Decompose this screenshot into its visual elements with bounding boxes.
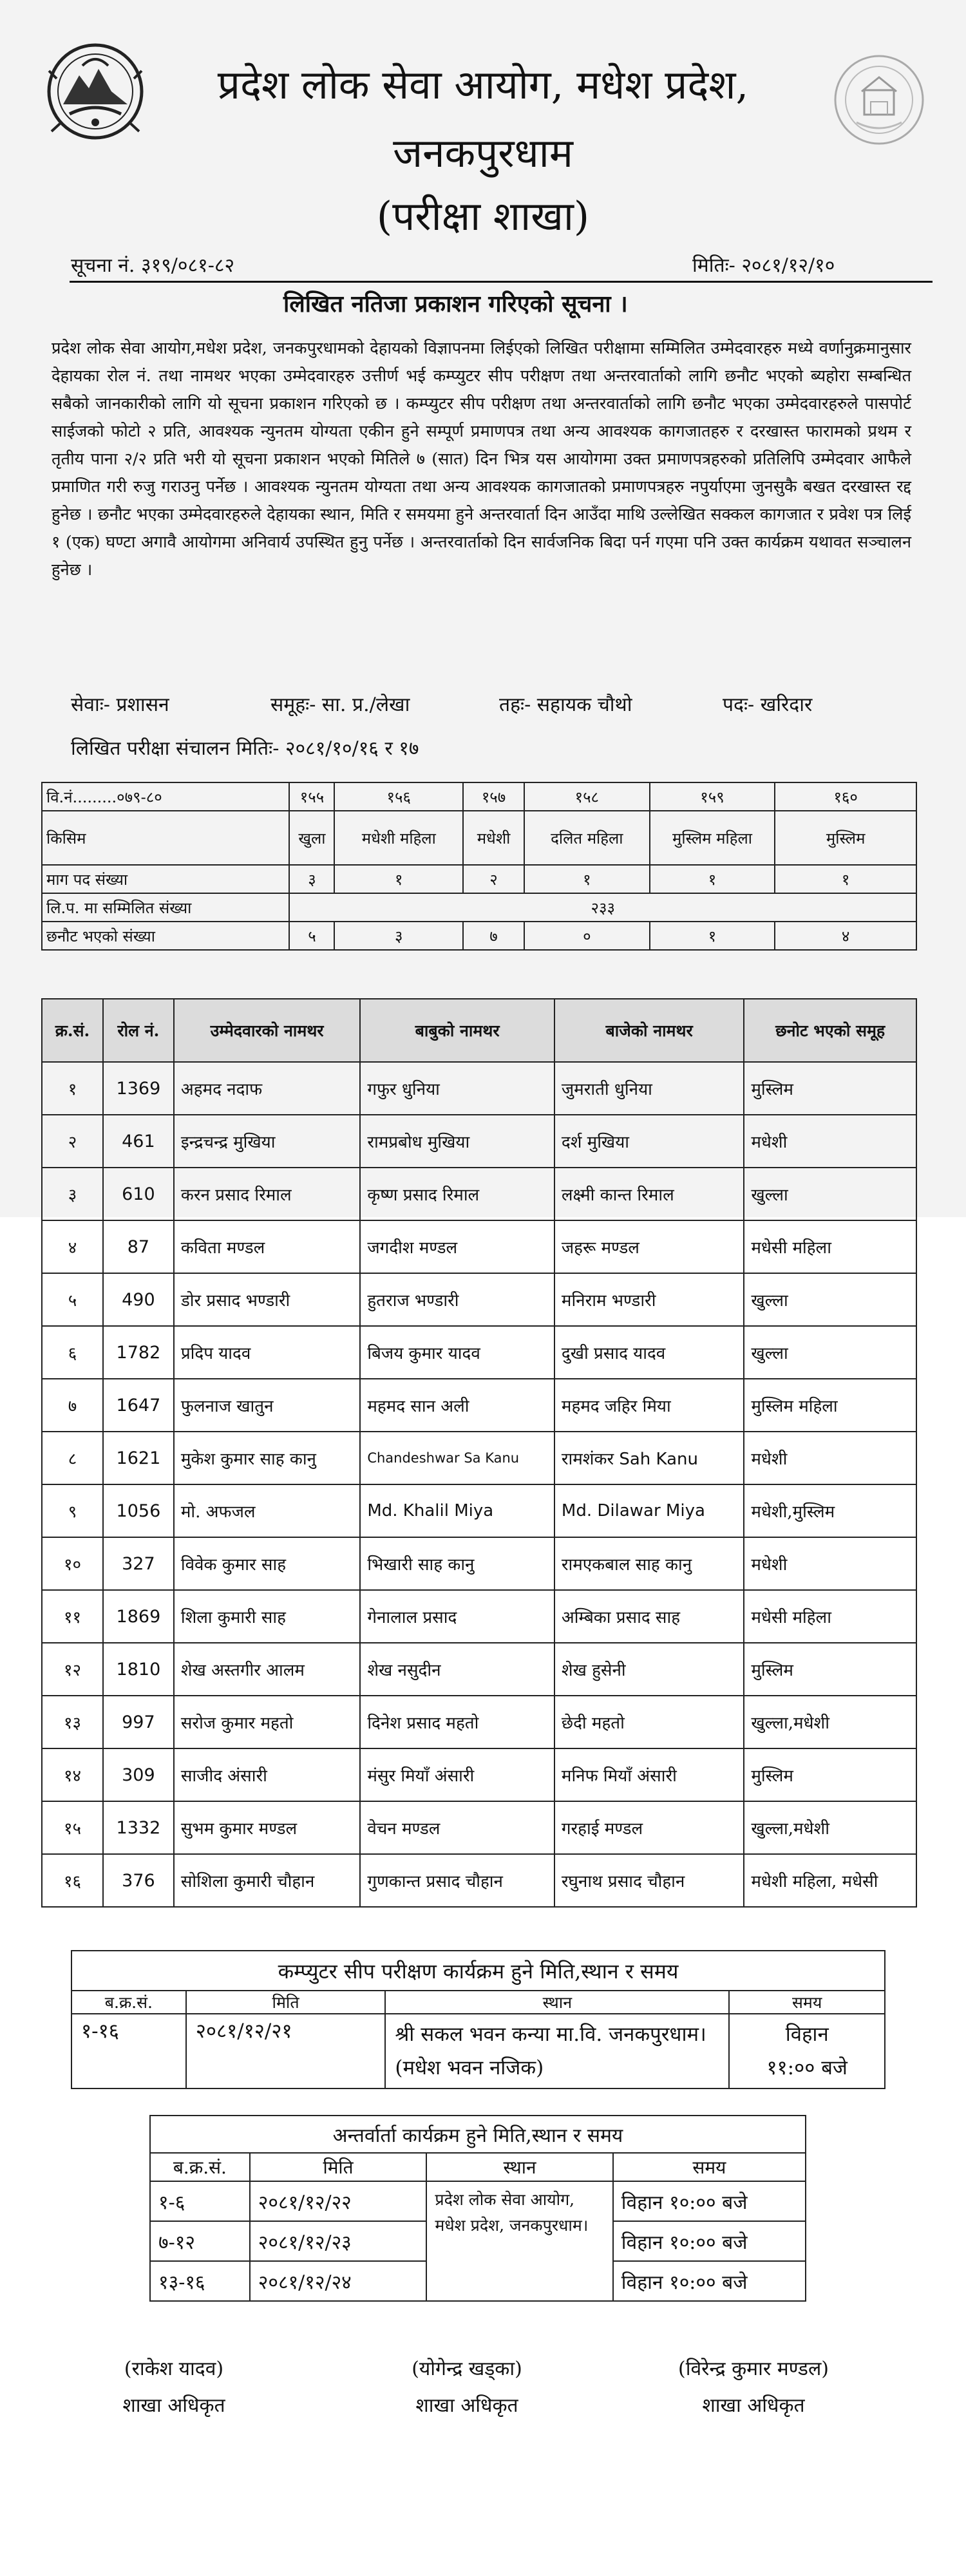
candidate-grandfather: शेख हुसेनी	[554, 1643, 744, 1696]
seat-code: १६०	[775, 782, 916, 811]
candidate-group: मधेशी,मुस्लिम	[744, 1484, 916, 1537]
candidate-father: हुतराज भण्डारी	[360, 1273, 554, 1326]
candidate-group: मधेशी	[744, 1432, 916, 1484]
candidate-group: मुस्लिम	[744, 1062, 916, 1115]
int-col-range: ब.क्र.सं.	[150, 2153, 250, 2181]
candidate-name: शेख अस्तगीर आलम	[174, 1643, 360, 1696]
candidate-roll: 1056	[103, 1484, 174, 1537]
candidate-father: वेचन मण्डल	[360, 1801, 554, 1854]
signatory-title: शाखा अधिकृत	[702, 2394, 805, 2417]
seat-type: मधेशी	[463, 811, 524, 865]
candidate-name: सोशिला कुमारी चौहान	[174, 1854, 360, 1907]
candidate-name: इन्द्रचन्द्र मुखिया	[174, 1115, 360, 1168]
int-range: १३-१६	[150, 2261, 250, 2301]
candidate-roll: 1621	[103, 1432, 174, 1484]
col-roll: रोल नं.	[103, 999, 174, 1062]
col-father: बाबुको नामथर	[360, 999, 554, 1062]
seat-selected: ४	[775, 922, 916, 950]
candidate-grandfather: दुखी प्रसाद यादव	[554, 1326, 744, 1379]
candidate-group: मधेशी	[744, 1115, 916, 1168]
ct-col-range: ब.क्र.सं.	[71, 1991, 186, 2014]
seat-demand: १	[524, 865, 650, 893]
int-time: विहान १०:०० बजे	[613, 2181, 806, 2221]
candidate-group: मधेशी	[744, 1537, 916, 1590]
candidates-body	[42, 1062, 916, 1907]
signatory-name: (राकेश यादव)	[124, 2358, 224, 2380]
int-col-date: मिति	[250, 2153, 427, 2181]
seat-demand: १	[650, 865, 775, 893]
candidate-grandfather: रामशंकर Sah Kanu	[554, 1432, 744, 1484]
candidate-name: करन प्रसाद रिमाल	[174, 1168, 360, 1220]
candidate-grandfather: मनिराम भण्डारी	[554, 1273, 744, 1326]
candidate-roll: 1869	[103, 1590, 174, 1643]
candidate-sn: १४	[42, 1748, 103, 1801]
candidate-roll: 1782	[103, 1326, 174, 1379]
header-line-2: जनकपुरधाम	[393, 129, 573, 176]
candidate-sn: ११	[42, 1590, 103, 1643]
seat-selected: ७	[463, 922, 524, 950]
seat-code: १५७	[463, 782, 524, 811]
candidate-roll: 1332	[103, 1801, 174, 1854]
candidate-father: बिजय कुमार यादव	[360, 1326, 554, 1379]
ct-place: श्री सकल भवन कन्या मा.वि. जनकपुरधाम। (मधेश भवन नजिक)	[385, 2014, 729, 2088]
computer-test-title: कम्प्युटर सीप परीक्षण कार्यक्रम हुने मिति,स्थान र समय	[71, 1951, 885, 1991]
signatory-1	[58, 2354, 290, 2418]
ct-time-1: विहान	[785, 2023, 829, 2046]
candidate-group: खुल्ला,मधेशी	[744, 1696, 916, 1748]
candidate-father: जगदीश मण्डल	[360, 1220, 554, 1273]
candidate-name: डोर प्रसाद भण्डारी	[174, 1273, 360, 1326]
candidate-father: मंसुर मियाँ अंसारी	[360, 1748, 554, 1801]
candidate-father: गुणकान्त प्रसाद चौहान	[360, 1854, 554, 1907]
seat-demand: ३	[289, 865, 334, 893]
vi-no-cell: वि.नं.........०७९-८०	[42, 782, 289, 811]
ct-range: १-१६	[71, 2014, 186, 2088]
candidate-group: मुस्लिम	[744, 1748, 916, 1801]
candidate-grandfather: लक्ष्मी कान्त रिमाल	[554, 1168, 744, 1220]
seats-code-row	[42, 782, 916, 811]
candidate-group: मधेशी महिला, मधेसी	[744, 1854, 916, 1907]
seat-type: दलित महिला	[524, 811, 650, 865]
attended-label-cell: लि.प. मा सम्मिलित संख्या	[42, 893, 289, 922]
candidate-row	[42, 1537, 916, 1590]
candidate-row	[42, 1696, 916, 1748]
candidate-grandfather: महमद जहिर मिया	[554, 1379, 744, 1432]
candidate-father: गेनालाल प्रसाद	[360, 1590, 554, 1643]
candidate-roll: 490	[103, 1273, 174, 1326]
selected-label-cell: छनौट भएको संख्या	[42, 922, 289, 950]
commission-seal-icon	[831, 52, 927, 148]
candidate-grandfather: Md. Dilawar Miya	[554, 1484, 744, 1537]
candidate-sn: २	[42, 1115, 103, 1168]
candidate-row	[42, 1854, 916, 1907]
int-date: २०८१/१२/२२	[250, 2181, 427, 2221]
candidate-name: फुलनाज खातुन	[174, 1379, 360, 1432]
signatory-3	[618, 2354, 889, 2418]
candidate-name: विवेक कुमार साह	[174, 1537, 360, 1590]
candidate-name: साजीद अंसारी	[174, 1748, 360, 1801]
seat-demand: १	[775, 865, 916, 893]
candidate-grandfather: रघुनाथ प्रसाद चौहान	[554, 1854, 744, 1907]
candidate-row	[42, 1643, 916, 1696]
candidate-row	[42, 1484, 916, 1537]
candidate-sn: ७	[42, 1379, 103, 1432]
candidate-roll: 376	[103, 1854, 174, 1907]
interview-title: अन्तर्वार्ता कार्यक्रम हुने मिति,स्थान र समय	[150, 2116, 806, 2153]
seats-selected-row	[42, 922, 916, 950]
candidate-row	[42, 1168, 916, 1220]
ct-time-2: ११:०० बजे	[766, 2056, 848, 2079]
candidate-roll: 610	[103, 1168, 174, 1220]
candidate-row	[42, 1801, 916, 1854]
col-name: उम्मेदवारको नामथर	[174, 999, 360, 1062]
notice-body: प्रदेश लोक सेवा आयोग,मधेश प्रदेश, जनकपुरधामको देहायको विज्ञापनमा लिईएको लिखित परीक्षामा सम्मिलित उम्मेदवारहरु मध्ये वर्णानुक्रमानुसार देहायका रोल नं. तथा नामथर भएका उम्मेदवारहरु उत्तीर्ण भई कम्प्युटर सीप परीक्षण तथा अन्तरवार्ताको लागि छनौट भएको ब्यहोरा सम्बन्धित सबैको जानकारीको लागि यो सूचना प्रकाशन गरिएको छ । कम्प्युटर सीप परीक्षण तथा अन्तरवार्ताको लागि छनौट भएका उम्मेदवारहरुले पासपोर्ट साईजको फोटो २ प्रति, आवश्यक न्युनतम योग्यता एकीन हुने सम्पूर्ण प्रमाणपत्र तथा अन्य आवश्यक कागजातहरु र दरखास्त फारामको प्रथम र तृतीय पाना २/२ प्रति भरी यो सूचना प्रकाशन भएको मितिले ७ (सात) दिन भित्र यस आयोगमा उक्त प्रमाणपत्रहरुको प्रतिलिपि उम्मेदवार आफैले प्रमाणित गरी रुजु गराउनु पर्नेछ । आवश्यक न्युनतम योग्यता तथा अन्य आवश्यक कागजातको प्रमाणपत्रहरु नपुर्याएमा जुनसुकै बखत दरखास्त रद्द हुनेछ । छनौट भएका उम्मेदवारहरुले देहायका स्थान, मिति र समयमा हुने अन्तरवार्ता दिन आउँदा माथि उल्लेखित सक्कल कागजात र प्रवेश पत्र लिई १ (एक) घण्टा अगावै आयोगमा अनिवार्य उपस्थित हुनु पर्नेछ । अन्तरवार्ताको दिन सार्वजनिक बिदा पर्न गएमा पनि उक्त कार्यक्रम यथावत सञ्चालन हुनेछ ।	[52, 339, 911, 580]
candidate-name: शिला कुमारी साह	[174, 1590, 360, 1643]
col-group: छनोट भएको समूह	[744, 999, 916, 1062]
candidate-sn: १३	[42, 1696, 103, 1748]
int-place: प्रदेश लोक सेवा आयोग, मधेश प्रदेश, जनकपुरधाम।	[426, 2181, 612, 2301]
candidate-roll: 461	[103, 1115, 174, 1168]
ct-date: २०८१/१२/२१	[186, 2014, 386, 2088]
candidate-sn: ६	[42, 1326, 103, 1379]
level-label: तहः- सहायक चौथो	[499, 694, 632, 716]
header-line-3: (परीक्षा शाखा)	[376, 193, 590, 240]
candidate-father: गफुर धुनिया	[360, 1062, 554, 1115]
candidate-grandfather: जहरू मण्डल	[554, 1220, 744, 1273]
candidate-grandfather: अम्बिका प्रसाद साह	[554, 1590, 744, 1643]
seats-demand-row	[42, 865, 916, 893]
seat-selected: ५	[289, 922, 334, 950]
seat-code: १५६	[334, 782, 463, 811]
candidate-grandfather: जुमराती धुनिया	[554, 1062, 744, 1115]
seat-type: मुस्लिम	[775, 811, 916, 865]
candidate-roll: 327	[103, 1537, 174, 1590]
candidate-row	[42, 1115, 916, 1168]
candidate-sn: १०	[42, 1537, 103, 1590]
seat-type: मुस्लिम महिला	[650, 811, 775, 865]
candidate-roll: 309	[103, 1748, 174, 1801]
candidate-sn: ९	[42, 1484, 103, 1537]
seat-selected: ३	[334, 922, 463, 950]
candidate-father: कृष्ण प्रसाद रिमाल	[360, 1168, 554, 1220]
candidate-row	[42, 1273, 916, 1326]
int-time: विहान १०:०० बजे	[613, 2261, 806, 2301]
ct-col-date: मिति	[186, 1991, 386, 2014]
int-date: २०८१/१२/२३	[250, 2221, 427, 2261]
candidate-name: प्रदिप यादव	[174, 1326, 360, 1379]
int-col-time: समय	[613, 2153, 806, 2181]
interview-table	[149, 2115, 806, 2302]
candidate-roll: 1810	[103, 1643, 174, 1696]
candidate-group: मधेसी महिला	[744, 1220, 916, 1273]
candidate-father: Chandeshwar Sa Kanu	[360, 1432, 554, 1484]
candidate-group: मुस्लिम	[744, 1643, 916, 1696]
candidate-group: खुल्ला	[744, 1273, 916, 1326]
notice-date: मितिः- २०८१/१२/१०	[692, 254, 835, 277]
candidate-father: शेख नसुदीन	[360, 1643, 554, 1696]
candidates-table	[41, 998, 917, 1908]
candidate-group: मुस्लिम महिला	[744, 1379, 916, 1432]
candidate-name: अहमद नदाफ	[174, 1062, 360, 1115]
signatory-name: (विरेन्द्र कुमार मण्डल)	[677, 2358, 829, 2380]
candidate-roll: 1647	[103, 1379, 174, 1432]
col-grandfather: बाजेको नामथर	[554, 999, 744, 1062]
candidate-roll: 87	[103, 1220, 174, 1273]
candidate-name: सुभम कुमार मण्डल	[174, 1801, 360, 1854]
int-time: विहान १०:०० बजे	[613, 2221, 806, 2261]
seats-attended-row	[42, 893, 916, 922]
notice-subject: लिखित नतिजा प्रकाशन गरिएको सूचना ।	[283, 290, 628, 317]
candidate-sn: १५	[42, 1801, 103, 1854]
header-line-1: प्रदेश लोक सेवा आयोग, मधेश प्रदेश,	[217, 61, 749, 108]
seat-code: १५८	[524, 782, 650, 811]
candidate-name: कविता मण्डल	[174, 1220, 360, 1273]
seats-type-row	[42, 811, 916, 865]
candidate-row	[42, 1748, 916, 1801]
demand-label-cell: माग पद संख्या	[42, 865, 289, 893]
signatory-title: शाखा अधिकृत	[122, 2394, 225, 2417]
seat-type: मधेशी महिला	[334, 811, 463, 865]
post-label: पदः- खरिदार	[723, 694, 813, 716]
seat-code: १५५	[289, 782, 334, 811]
candidate-sn: १६	[42, 1854, 103, 1907]
candidate-father: Md. Khalil Miya	[360, 1484, 554, 1537]
int-range: ७-१२	[150, 2221, 250, 2261]
candidate-sn: १२	[42, 1643, 103, 1696]
service-label: सेवाः- प्रशासन	[71, 694, 169, 716]
candidate-row	[42, 1220, 916, 1273]
candidate-grandfather: छेदी महतो	[554, 1696, 744, 1748]
seat-selected: ०	[524, 922, 650, 950]
int-range: १-६	[150, 2181, 250, 2221]
signatory-2	[351, 2354, 583, 2418]
candidate-father: भिखारी साह कानु	[360, 1537, 554, 1590]
candidate-group: खुल्ला	[744, 1168, 916, 1220]
int-col-place: स्थान	[426, 2153, 612, 2181]
candidate-row	[42, 1326, 916, 1379]
candidate-name: सरोज कुमार महतो	[174, 1696, 360, 1748]
candidates-header-row	[42, 999, 916, 1062]
seat-code: १५९	[650, 782, 775, 811]
nepal-emblem-icon	[44, 40, 147, 143]
seat-selected: १	[650, 922, 775, 950]
signatory-name: (योगेन्द्र खड्का)	[412, 2358, 522, 2380]
candidate-sn: ५	[42, 1273, 103, 1326]
candidate-father: दिनेश प्रसाद महतो	[360, 1696, 554, 1748]
seat-demand: १	[334, 865, 463, 893]
candidate-row	[42, 1379, 916, 1432]
candidate-group: खुल्ला,मधेशी	[744, 1801, 916, 1854]
ct-col-time: समय	[729, 1991, 885, 2014]
notice-number: सूचना नं. ३१९/०८१-८२	[71, 254, 235, 277]
seats-table	[41, 782, 917, 951]
candidate-name: मुकेश कुमार साह कानु	[174, 1432, 360, 1484]
exam-date: लिखित परीक्षा संचालन मितिः- २०८१/१०/१६ र १७	[71, 737, 419, 760]
candidate-grandfather: दर्श मुखिया	[554, 1115, 744, 1168]
candidate-grandfather: गरहाई मण्डल	[554, 1801, 744, 1854]
candidate-father: रामप्रबोध मुखिया	[360, 1115, 554, 1168]
seat-type: खुला	[289, 811, 334, 865]
candidate-sn: १	[42, 1062, 103, 1115]
candidate-group: मधेसी महिला	[744, 1590, 916, 1643]
candidate-roll: 1369	[103, 1062, 174, 1115]
computer-test-table	[71, 1950, 886, 2089]
candidate-sn: ४	[42, 1220, 103, 1273]
ct-col-place: स्थान	[385, 1991, 729, 2014]
int-date: २०८१/१२/२४	[250, 2261, 427, 2301]
candidate-grandfather: मनिफ मियाँ अंसारी	[554, 1748, 744, 1801]
candidate-name: मो. अफजल	[174, 1484, 360, 1537]
candidate-row	[42, 1590, 916, 1643]
header-divider	[70, 281, 933, 283]
candidate-father: महमद सान अली	[360, 1379, 554, 1432]
type-label-cell: किसिम	[42, 811, 289, 865]
candidate-group: खुल्ला	[744, 1326, 916, 1379]
candidate-sn: ८	[42, 1432, 103, 1484]
seat-demand: २	[463, 865, 524, 893]
candidate-row	[42, 1432, 916, 1484]
candidate-roll: 997	[103, 1696, 174, 1748]
candidate-sn: ३	[42, 1168, 103, 1220]
signatory-title: शाखा अधिकृत	[415, 2394, 518, 2417]
candidate-row	[42, 1062, 916, 1115]
group-label: समूहः- सा. प्र./लेखा	[270, 694, 410, 716]
ct-time	[729, 2014, 885, 2088]
candidate-grandfather: रामएकबाल साह कानु	[554, 1537, 744, 1590]
attended-count: २३३	[289, 893, 916, 922]
col-sn: क्र.सं.	[42, 999, 103, 1062]
